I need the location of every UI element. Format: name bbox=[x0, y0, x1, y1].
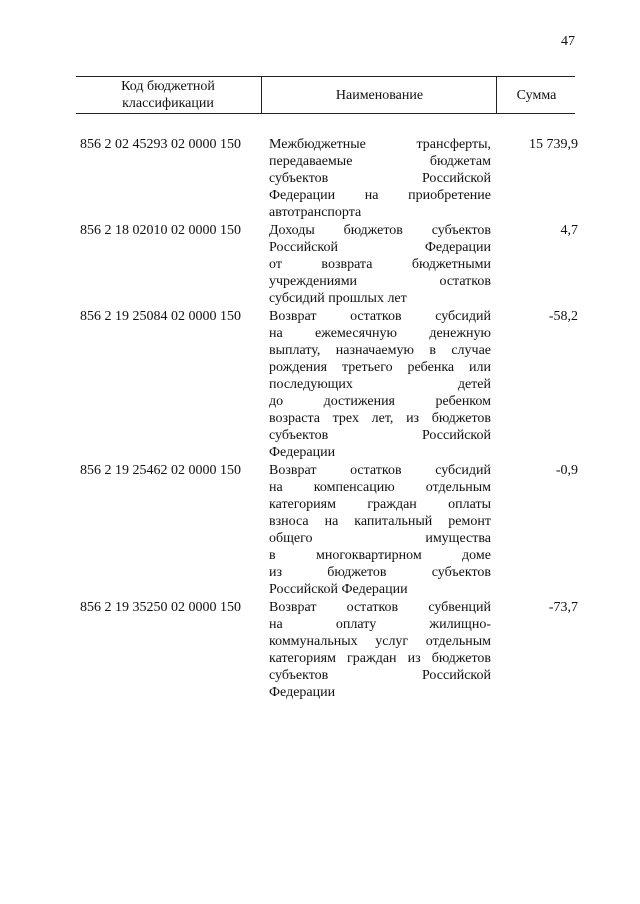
row-name-line: Межбюджетные трансферты, bbox=[269, 137, 491, 152]
row-name-line: Российской Федерации bbox=[269, 582, 408, 597]
row-name bbox=[269, 136, 491, 221]
row-name-line: Возврат остатков субсидий bbox=[269, 463, 491, 478]
table-header bbox=[76, 76, 575, 114]
row-name-line: рождения третьего ребенка или bbox=[269, 360, 491, 375]
row-name-line: на компенсацию отдельным bbox=[269, 480, 491, 495]
row-code: 856 2 19 25084 02 0000 150 bbox=[80, 309, 241, 324]
header-name: Наименование bbox=[261, 77, 497, 113]
row-sum: 4,7 bbox=[560, 223, 578, 238]
row-name-line: Возврат остатков субвенций bbox=[269, 600, 491, 615]
row-name-line: взноса на капитальный ремонт bbox=[269, 514, 491, 529]
row-name-line: от возврата бюджетными bbox=[269, 257, 491, 272]
row-name-line: категориям граждан из бюджетов bbox=[269, 651, 491, 666]
row-name bbox=[269, 462, 491, 598]
table-row bbox=[78, 599, 578, 701]
row-name-line: Доходы бюджетов субъектов bbox=[269, 223, 491, 238]
table-row bbox=[78, 308, 578, 461]
row-name-line: Возврат остатков субсидий bbox=[269, 309, 491, 324]
row-name-line: передаваемые бюджетам bbox=[269, 154, 491, 169]
row-name-line: на ежемесячную денежную bbox=[269, 326, 491, 341]
row-name-line: субъектов Российской bbox=[269, 668, 491, 683]
row-name-line: коммунальных услуг отдельным bbox=[269, 634, 491, 649]
row-name-line: в многоквартирном доме bbox=[269, 548, 491, 563]
row-name-line: возраста трех лет, из бюджетов bbox=[269, 411, 491, 426]
row-name-line: выплату, назначаемую в случае bbox=[269, 343, 491, 358]
row-name-line: субъектов Российской bbox=[269, 428, 491, 443]
row-name-line: субъектов Российской bbox=[269, 171, 491, 186]
row-sum: -73,7 bbox=[548, 600, 578, 615]
row-code: 856 2 19 35250 02 0000 150 bbox=[80, 600, 241, 615]
row-name-line: субсидий прошлых лет bbox=[269, 291, 407, 306]
page-number: 47 bbox=[561, 34, 575, 49]
header-code: Код бюджетной классификации bbox=[121, 79, 215, 111]
row-name bbox=[269, 308, 491, 461]
row-name-line: категориям граждан оплаты bbox=[269, 497, 491, 512]
row-name-line: на оплату жилищно- bbox=[269, 617, 491, 632]
header-sum: Сумма bbox=[496, 77, 576, 113]
table-row bbox=[78, 222, 578, 307]
row-code: 856 2 18 02010 02 0000 150 bbox=[80, 223, 241, 238]
row-name bbox=[269, 222, 491, 307]
table-row bbox=[78, 462, 578, 598]
row-name-line: последующих детей bbox=[269, 377, 491, 392]
table-row bbox=[78, 136, 578, 221]
row-name-line: Федерации bbox=[269, 685, 336, 700]
row-name-line: Федерации bbox=[269, 445, 336, 460]
row-name-line: учреждениями остатков bbox=[269, 274, 491, 289]
row-name-line: Российской Федерации bbox=[269, 240, 491, 255]
row-name-line: автотранспорта bbox=[269, 205, 362, 220]
row-name-line: общего имущества bbox=[269, 531, 491, 546]
row-name bbox=[269, 599, 491, 701]
row-name-line: Федерации на приобретение bbox=[269, 188, 491, 203]
row-sum: -58,2 bbox=[548, 309, 578, 324]
row-name-line: из бюджетов субъектов bbox=[269, 565, 491, 580]
row-code: 856 2 02 45293 02 0000 150 bbox=[80, 137, 241, 152]
row-sum: 15 739,9 bbox=[529, 137, 578, 152]
row-sum: -0,9 bbox=[555, 463, 578, 478]
table-body bbox=[78, 136, 578, 701]
row-name-line: до достижения ребенком bbox=[269, 394, 491, 409]
row-code: 856 2 19 25462 02 0000 150 bbox=[80, 463, 241, 478]
